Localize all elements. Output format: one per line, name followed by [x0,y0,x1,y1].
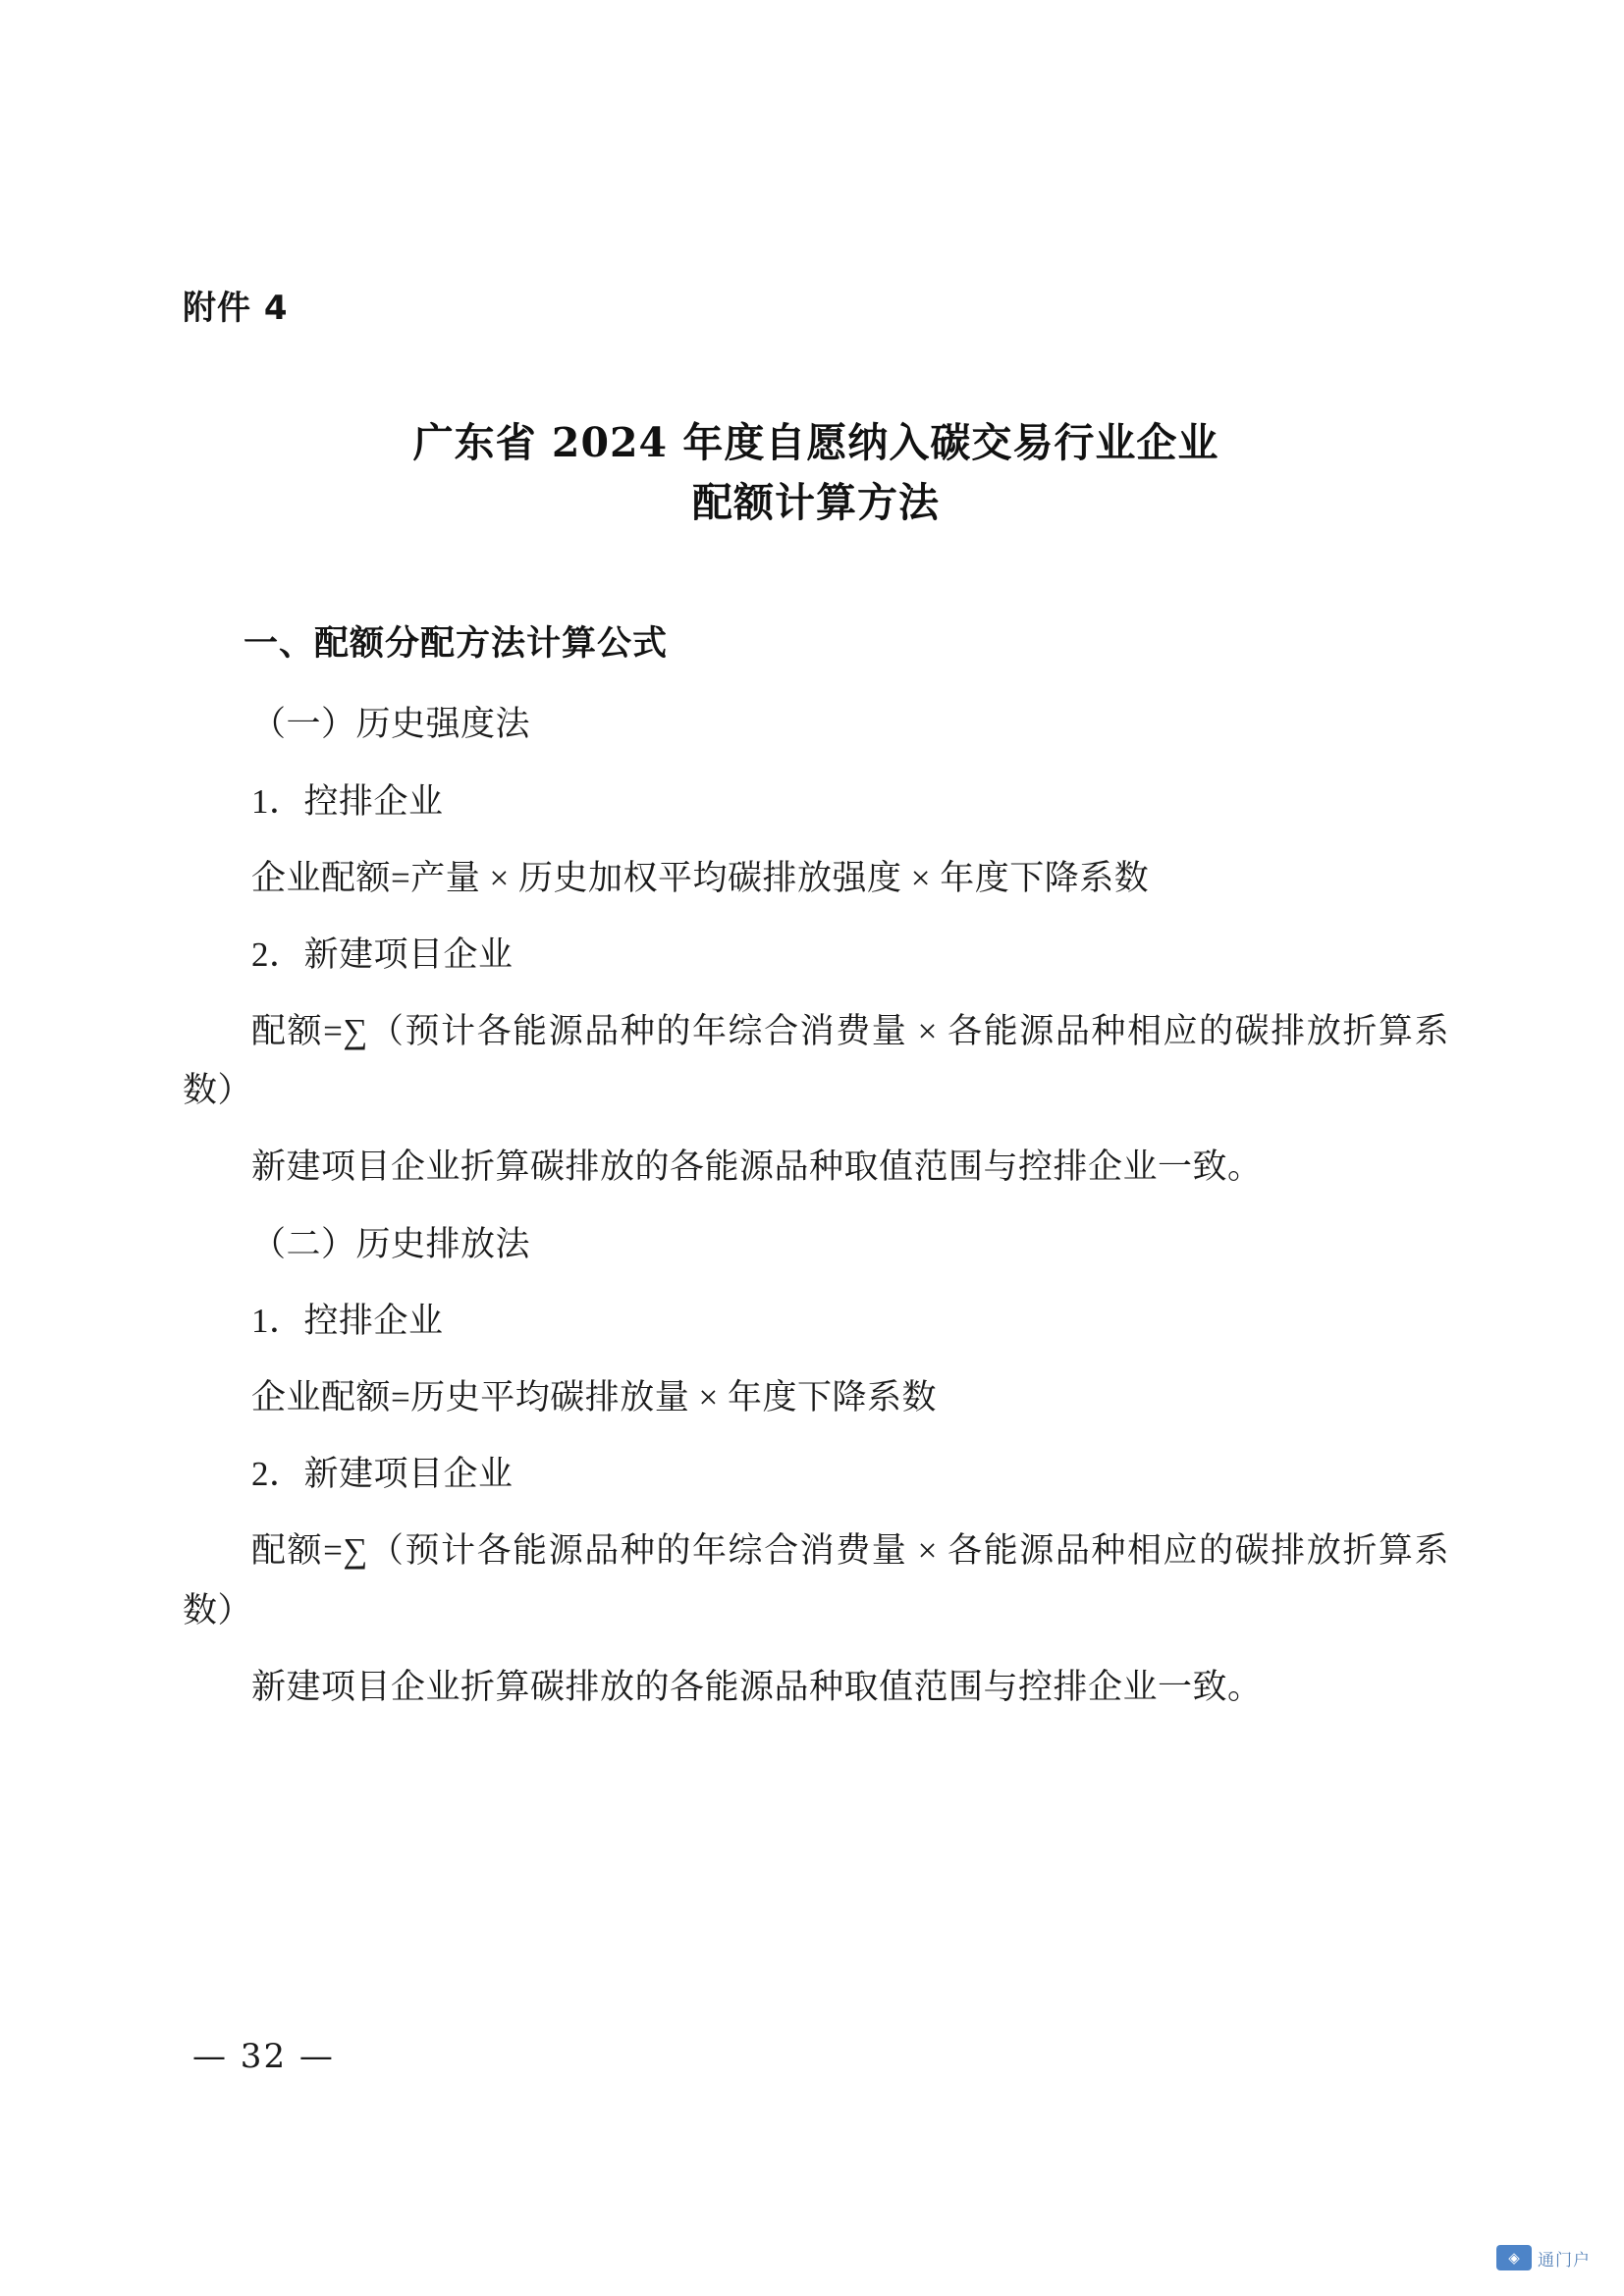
section-heading-1: 一、配额分配方法计算公式 [244,624,669,665]
diamond-icon: ◈ [1496,2245,1532,2270]
formula-quota-sum-intensity: 配额=∑（预计各能源品种的年综合消费量 × 各能源品种相应的碳排放折算系数） [183,1012,1449,1110]
formula-quota-sum-emission: 配额=∑（预计各能源品种的年综合消费量 × 各能源品种相应的碳排放折算系数） [183,1531,1449,1629]
paragraph-controlled-enterprise-2: 1．控排企业 [251,1301,444,1340]
paragraph-controlled-enterprise-1: 1．控排企业 [251,781,444,821]
attachment-label: 附件 4 [183,289,289,328]
paragraph-new-project-enterprise-1: 2．新建项目企业 [251,934,514,974]
document-body [183,281,1449,1735]
watermark-label: 通门户 [1538,2250,1591,2270]
page-number: — 32 — [192,2037,335,2076]
page-title-line-1: 广东省 2024 年度自愿纳入碳交易行业企业 [412,419,1219,466]
page-title [300,413,1331,532]
paragraph-new-project-enterprise-2: 2．新建项目企业 [251,1455,514,1494]
formula-enterprise-quota-intensity: 企业配额=产量 × 历史加权平均碳排放强度 × 年度下降系数 [251,858,1150,897]
paragraph-new-project-scope-1: 新建项目企业折算碳排放的各能源品种取值范围与控排企业一致。 [251,1148,1263,1187]
formula-enterprise-quota-emission: 企业配额=历史平均碳排放量 × 年度下降系数 [251,1378,937,1417]
paragraph-historical-emission-method: （二）历史排放法 [251,1224,531,1263]
watermark [1496,2245,1591,2270]
page-title-line-2: 配额计算方法 [692,478,940,526]
paragraph-historical-intensity-method: （一）历史强度法 [251,705,531,744]
paragraph-new-project-scope-2: 新建项目企业折算碳排放的各能源品种取值范围与控排企业一致。 [251,1667,1263,1706]
